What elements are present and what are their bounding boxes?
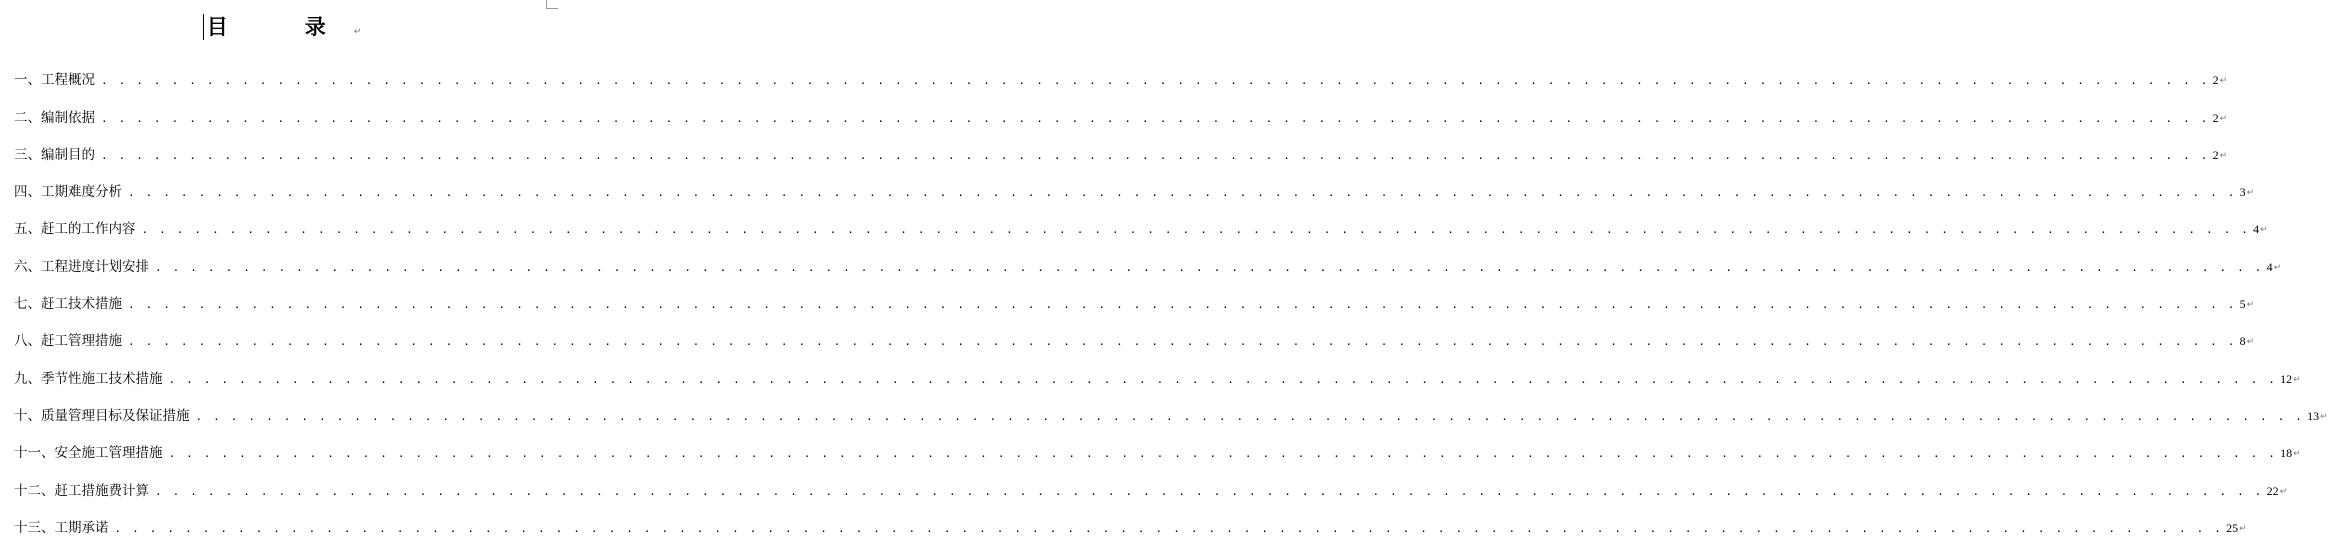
toc-entry-label: 二、编制依据: [14, 109, 95, 126]
toc-entry-page-number: 22: [2266, 483, 2279, 498]
toc-entry-label: 一、工程概况: [14, 72, 95, 89]
toc-entry-page-number: 2: [2212, 110, 2219, 125]
toc-dot-leader: . . . . . . . . . . . . . . . . . . . . . . . . . . . . . . . . . . . . . . . . . . . . . . . . . . . . . . . . . . . . . . . . . . . . . . . . . . . . . . . . . . . . . . . . . . . . . . . . . . . . . . . . . . . . . . . . . . . . . . . .: [101, 148, 2210, 162]
toc-dot-leader: . . . . . . . . . . . . . . . . . . . . . . . . . . . . . . . . . . . . . . . . . . . . . . . . . . . . . . . . . . . . . . . . . . . . . . . . . . . . . . . . . . . . . . . . . . . . . . . . . . . . . . . . . . . . . . . . . . . . . . . .: [141, 223, 2251, 237]
toc-entry-page-number: 2: [2212, 147, 2219, 162]
toc-entry-page-number: 8: [2239, 334, 2246, 349]
toc-entry-page-number: 4: [2266, 259, 2273, 274]
toc-entry-page-number: 5: [2239, 297, 2246, 312]
toc-entry[interactable]: [14, 313, 2255, 350]
toc-dot-leader: . . . . . . . . . . . . . . . . . . . . . . . . . . . . . . . . . . . . . . . . . . . . . . . . . . . . . . . . . . . . . . . . . . . . . . . . . . . . . . . . . . . . . . . . . . . . . . . . . . . . . . . . . . . . . . . . . . . . . . . .: [168, 447, 2278, 461]
paragraph-mark-icon: ↵: [2246, 188, 2255, 199]
toc-entry[interactable]: [14, 201, 2268, 238]
toc-entry[interactable]: [14, 350, 2301, 387]
toc-dot-leader: . . . . . . . . . . . . . . . . . . . . . . . . . . . . . . . . . . . . . . . . . . . . . . . . . . . . . . . . . . . . . . . . . . . . . . . . . . . . . . . . . . . . . . . . . . . . . . . . . . . . . . . . . . . . . . . . . . . . . . . .: [168, 372, 2278, 386]
paragraph-mark-icon: ↵: [2219, 113, 2228, 124]
toc-entry[interactable]: [14, 164, 2255, 201]
toc-entry-page-number: 2: [2212, 73, 2219, 88]
paragraph-mark-icon: ↵: [353, 27, 362, 37]
page-title-text: 目 录: [206, 15, 354, 39]
paragraph-mark-icon: ↵: [2279, 486, 2288, 497]
toc-entry-label: 十三、工期承诺: [14, 519, 109, 536]
toc-entry[interactable]: [14, 89, 2228, 126]
toc-dot-leader: . . . . . . . . . . . . . . . . . . . . . . . . . . . . . . . . . . . . . . . . . . . . . . . . . . . . . . . . . . . . . . . . . . . . . . . . . . . . . . . . . . . . . . . . . . . . . . . . . . . . . . . . . . . . . . . . . . . . . . . .: [101, 111, 2210, 125]
toc-entry-page-number: 18: [2280, 446, 2293, 461]
toc-entry[interactable]: [14, 276, 2255, 313]
toc-entry-label: 三、编制目的: [14, 146, 95, 163]
toc-dot-leader: . . . . . . . . . . . . . . . . . . . . . . . . . . . . . . . . . . . . . . . . . . . . . . . . . . . . . . . . . . . . . . . . . . . . . . . . . . . . . . . . . . . . . . . . . . . . . . . . . . . . . . . . . . . . . . . . . . . . . . . .: [128, 298, 2237, 312]
toc-entry-label: 十一、安全施工管理措施: [14, 445, 163, 462]
toc-entry-label: 四、工期难度分析: [14, 184, 122, 201]
toc-dot-leader: . . . . . . . . . . . . . . . . . . . . . . . . . . . . . . . . . . . . . . . . . . . . . . . . . . . . . . . . . . . . . . . . . . . . . . . . . . . . . . . . . . . . . . . . . . . . . . . . . . . . . . . . . . . . . . . . . . . . . . . .: [128, 335, 2237, 349]
paragraph-mark-icon: ↵: [2260, 225, 2268, 236]
paragraph-mark-icon: ↵: [2239, 523, 2247, 534]
text-cursor: [203, 14, 204, 40]
toc-entry-label: 五、赶工的工作内容: [14, 221, 136, 238]
paragraph-mark-icon: ↵: [2246, 300, 2255, 311]
toc-entry-page-number: 4: [2253, 222, 2260, 237]
toc-entry-page-number: 3: [2239, 185, 2246, 200]
toc-entry-label: 八、赶工管理措施: [14, 333, 122, 350]
paragraph-mark-icon: ↵: [2246, 337, 2255, 348]
margin-corner-mark: [546, 0, 547, 8]
toc-entry[interactable]: [14, 500, 2247, 537]
toc-dot-leader: . . . . . . . . . . . . . . . . . . . . . . . . . . . . . . . . . . . . . . . . . . . . . . . . . . . . . . . . . . . . . . . . . . . . . . . . . . . . . . . . . . . . . . . . . . . . . . . . . . . . . . . . . . . . . . . . . . . . . . . .: [155, 260, 2264, 274]
paragraph-mark-icon: ↵: [2320, 411, 2328, 422]
paragraph-mark-icon: ↵: [2219, 150, 2228, 161]
title-block: [0, 12, 564, 42]
toc-entry[interactable]: [14, 425, 2301, 462]
toc-entry-label: 十、质量管理目标及保证措施: [14, 407, 190, 424]
page-title[interactable]: [203, 12, 362, 47]
margin-corner-mark: [546, 8, 558, 9]
toc-entry-page-number: 13: [2307, 408, 2320, 423]
toc-entry-label: 七、赶工技术措施: [14, 296, 122, 313]
toc-dot-leader: . . . . . . . . . . . . . . . . . . . . . . . . . . . . . . . . . . . . . . . . . . . . . . . . . . . . . . . . . . . . . . . . . . . . . . . . . . . . . . . . . . . . . . . . . . . . . . . . . . . . . . . . . . . . . . . . . . . . . . . .: [155, 484, 2264, 498]
toc-dot-leader: . . . . . . . . . . . . . . . . . . . . . . . . . . . . . . . . . . . . . . . . . . . . . . . . . . . . . . . . . . . . . . . . . . . . . . . . . . . . . . . . . . . . . . . . . . . . . . . . . . . . . . . . . . . . . . . . . . . . . . . .: [114, 521, 2224, 535]
paragraph-mark-icon: ↵: [2293, 449, 2301, 460]
toc-entry[interactable]: [14, 462, 2288, 499]
toc-dot-leader: . . . . . . . . . . . . . . . . . . . . . . . . . . . . . . . . . . . . . . . . . . . . . . . . . . . . . . . . . . . . . . . . . . . . . . . . . . . . . . . . . . . . . . . . . . . . . . . . . . . . . . . . . . . . . . . . . . . . . . . .: [101, 74, 2210, 88]
paragraph-mark-icon: ↵: [2273, 262, 2282, 273]
toc-entry-label: 六、工程进度计划安排: [14, 258, 149, 275]
toc-entry-label: 十二、赶工措施费计算: [14, 482, 149, 499]
toc-dot-leader: . . . . . . . . . . . . . . . . . . . . . . . . . . . . . . . . . . . . . . . . . . . . . . . . . . . . . . . . . . . . . . . . . . . . . . . . . . . . . . . . . . . . . . . . . . . . . . . . . . . . . . . . . . . . . . . . . . . . . . . .: [195, 409, 2305, 423]
paragraph-mark-icon: ↵: [2219, 76, 2228, 87]
toc-entry[interactable]: [14, 238, 2282, 275]
toc-entry[interactable]: [14, 127, 2228, 164]
toc-dot-leader: . . . . . . . . . . . . . . . . . . . . . . . . . . . . . . . . . . . . . . . . . . . . . . . . . . . . . . . . . . . . . . . . . . . . . . . . . . . . . . . . . . . . . . . . . . . . . . . . . . . . . . . . . . . . . . . . . . . . . . . .: [128, 186, 2237, 200]
toc-entry[interactable]: [14, 388, 2328, 425]
toc-entry-page-number: 12: [2280, 371, 2293, 386]
toc-entry-page-number: 25: [2226, 520, 2239, 535]
table-of-contents: [14, 52, 2328, 537]
toc-entry[interactable]: [14, 52, 2228, 89]
paragraph-mark-icon: ↵: [2293, 374, 2301, 385]
toc-entry-label: 九、季节性施工技术措施: [14, 370, 163, 387]
